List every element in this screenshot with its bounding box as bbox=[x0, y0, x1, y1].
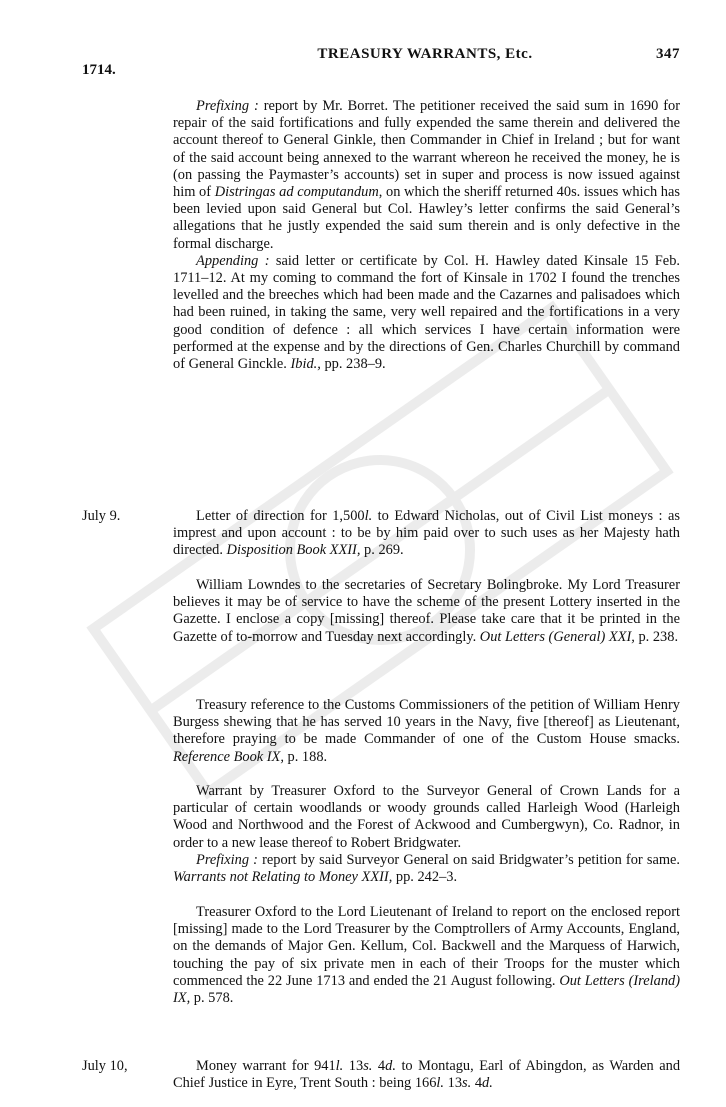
entry-text bbox=[173, 783, 680, 852]
margin-date-july-9: July 9. bbox=[82, 508, 121, 524]
pound-abbrev: l. bbox=[436, 1075, 445, 1092]
prefixing-text: report by Mr. Borret. The petitioner received the said sum in 1690 for repair of the said fortifications and fully expended the same therein and delivered the account thereof to General Ginkle, then Commander in Chief in Ireland ; but for want of the said account being annexed to the warrant whereon he received the money, he is (on passing the Paymaster’s accounts) set in super and process is now issued against him of bbox=[173, 98, 680, 201]
entry-text bbox=[173, 508, 680, 560]
pound-abbrev: l. bbox=[364, 508, 373, 524]
running-title: TREASURY WARRANTS, Etc. bbox=[317, 46, 533, 62]
source-pages: p. 238. bbox=[634, 628, 679, 645]
entry-text-a: Warrant by Treasurer Oxford to the Surveyor General of Crown Lands for a particular of certain woodlands or woody grounds called Harleigh Wood (Harleigh Wood and Northwood and the Forest of Ackwood and Cumbergwyn), Co. Radnor, in order to a new lease thereof to Robert Bridgwater. bbox=[173, 783, 680, 851]
entry-text-a: William Lowndes to the secretaries of Secretary Bolingbroke. My Lord Treasurer believes it may be of service to have the scheme of the present Lottery inserted in the Gazette. I enclose a copy [missing] thereof. Please take care that it be printed in the Gazette of to-morrow and Tuesday next accordingly. bbox=[173, 577, 680, 645]
running-head bbox=[170, 46, 680, 63]
entry-text-a: Money warrant for 941 bbox=[196, 1058, 336, 1074]
source-pages: pp. 242–3. bbox=[392, 869, 458, 886]
entry-text-a: Treasury reference to the Customs Commissioners of the petition of William Henry Burgess shewing that he has served 10 years in the Navy, five [thereof] as Lieutenant, therefore praying to be made Commander of one of the Custom House smacks. bbox=[173, 697, 680, 748]
entry-burgess-petition bbox=[173, 697, 680, 766]
entry-text-e: 13 bbox=[444, 1075, 463, 1092]
entry-text-a: Treasurer Oxford to the Lord Lieutenant of Ireland to report on the enclosed report [missing] made to the Lord Treasurer by the Comptrollers of Army Accounts, England, on the demands of Major Gen. Kellum, Col. Backwell and the Marquess of Harwich, touching the pay of six private men in each of their Troops for the muster which commenced the 22 June 1713 and ended the 21 August following. bbox=[173, 904, 680, 989]
entry-text-b: to Edward Nicholas, out of Civil List moneys : as imprest and upon account : to be by him paid over to such uses as her Majesty hath directed. bbox=[173, 508, 680, 559]
appending-text: said letter or certificate by Col. H. Hawley dated Kinsale 15 Feb. 1711–12. At my coming to command the fort of Kinsale in 1702 I found the trenches levelled and the breeches which had been made and the Cazarnes and palisadoes which had been ruined, in taking the same, very well repaired and the fortifications in a very good condition of defence : all which services I have certain information were performed at the expense and by the directions of Gen. Charles Churchill by command of General Ginckle. bbox=[173, 252, 680, 373]
source-reference: Disposition Book XXII, bbox=[226, 542, 361, 559]
source-reference: Reference Book IX, bbox=[173, 748, 284, 765]
prefixing-paragraph bbox=[173, 852, 680, 886]
writ-name: Distringas ad computandum bbox=[214, 184, 379, 201]
source-pages: p. 188. bbox=[283, 748, 328, 765]
entry-text-d: to Montagu, Earl of Abingdon, as Warden and Chief Justice in Eyre, Trent South : being 166 bbox=[173, 1058, 681, 1092]
margin-year: 1714. bbox=[82, 62, 116, 78]
prefixing-label: Prefixing : bbox=[196, 98, 259, 114]
entry-nicholas-letter bbox=[173, 508, 680, 560]
entry-abingdon-warrant bbox=[173, 1058, 680, 1092]
source-reference: Out Letters (General) XXI, bbox=[479, 628, 635, 645]
appending-paragraph bbox=[173, 253, 680, 373]
entry-lowndes-letter bbox=[173, 577, 680, 646]
entry-borret-report bbox=[173, 98, 680, 373]
prefixing-label: Prefixing : bbox=[196, 851, 258, 868]
source-reference: Warrants not Relating to Money XXII, bbox=[173, 869, 393, 886]
entry-text bbox=[173, 577, 680, 646]
prefixing-text-end: , on which the sheriff returned 40s. issues which has been levied upon said General but Col. Hawley’s letter confirms the said General’s allegations that he justly expended the said sum therein and is only defective in the formal discharge. bbox=[173, 184, 680, 252]
shilling-abbrev: s. bbox=[363, 1058, 373, 1074]
source-reference: Ibid., bbox=[290, 356, 321, 373]
entry-text-a: Letter of direction for 1,500 bbox=[196, 508, 365, 524]
source-pages: pp. 238–9. bbox=[320, 356, 386, 373]
entry-text bbox=[173, 1058, 680, 1092]
source-pages: p. 578. bbox=[190, 990, 234, 1007]
prefixing-paragraph bbox=[173, 98, 680, 253]
entry-text bbox=[173, 697, 680, 766]
entry-harleigh-wood-warrant bbox=[173, 783, 680, 886]
appending-label: Appending : bbox=[196, 252, 270, 269]
entry-text-c: 4 bbox=[372, 1058, 386, 1074]
source-pages: p. 269. bbox=[360, 542, 404, 559]
entry-text-f: 4 bbox=[471, 1075, 483, 1092]
entry-text bbox=[173, 904, 680, 1007]
pence-abbrev: d. bbox=[385, 1058, 396, 1074]
pound-abbrev: l. bbox=[335, 1058, 344, 1074]
shilling-abbrev: s. bbox=[462, 1075, 472, 1092]
entry-army-accounts-report bbox=[173, 904, 680, 1007]
page-number: 347 bbox=[656, 46, 680, 62]
entry-text-b: 13 bbox=[343, 1058, 364, 1074]
pence-abbrev: d. bbox=[482, 1075, 493, 1092]
margin-date-july-10: July 10, bbox=[82, 1058, 128, 1074]
source-reference: Out Letters (Ireland) IX, bbox=[173, 972, 680, 1007]
prefixing-text: report by said Surveyor General on said Bridgwater’s petition for same. bbox=[257, 851, 681, 868]
